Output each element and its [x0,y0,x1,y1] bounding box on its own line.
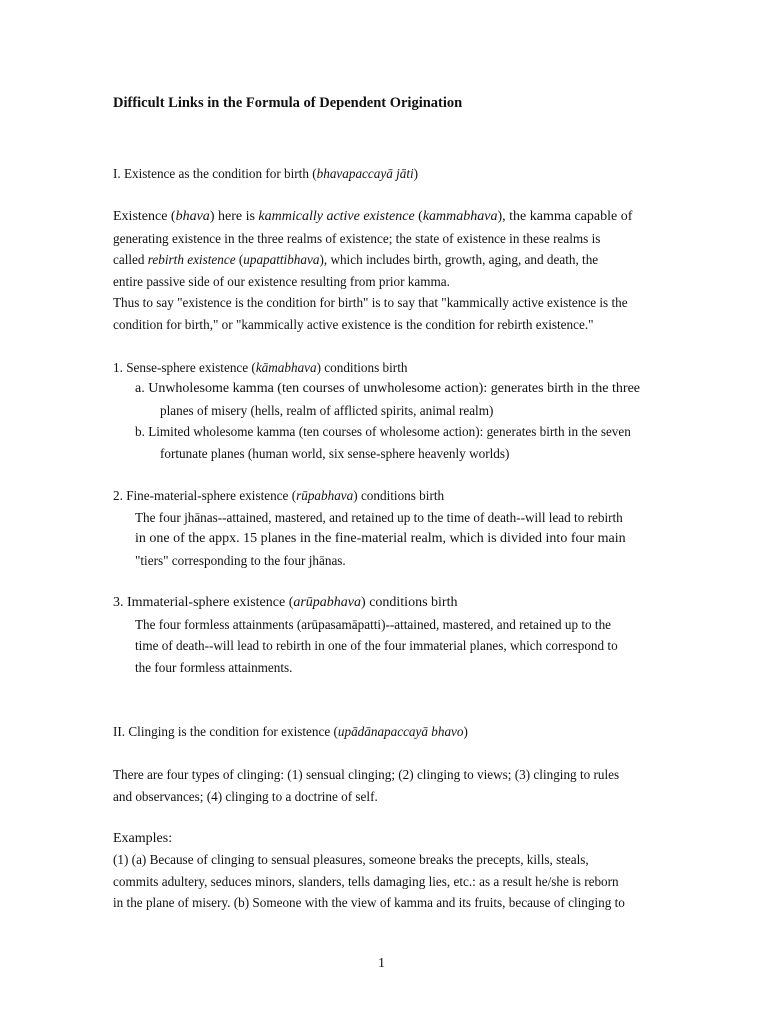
page-number: 1 [378,956,385,971]
section-1-paragraph-line: condition for birth," or "kammically active existence is the condition for rebirth existence." [113,317,594,332]
section-2-heading: II. Clinging is the condition for existence (upādānapaccayā bhavo) [113,724,468,739]
examples-label: Examples: [113,831,173,846]
item-2-line: The four jhānas--attained, mastered, and retained up to the time of death--will lead to rebirth [135,510,623,525]
item-3-line: the four formless attainments. [135,660,293,675]
item-2-heading: 2. Fine-material-sphere existence (rūpabhava) conditions birth [113,488,445,503]
item-3-heading: 3. Immaterial-sphere existence (arūpabhava) conditions birth [113,595,458,610]
item-2-line: in one of the appx. 15 planes in the fine-material realm, which is divided into four main [135,531,626,546]
item-1a-line: planes of misery (hells, realm of afflicted spirits, animal realm) [160,403,494,418]
section-1-paragraph-line: called rebirth existence (upapattibhava), which includes birth, growth, aging, and death, the [113,252,599,267]
section-1-paragraph-line: Existence (bhava) here is kammically active existence (kammabhava), the kamma capable of [113,209,633,224]
item-1a-line: a. Unwholesome kamma (ten courses of unwholesome action): generates birth in the three [135,381,641,396]
section-1-paragraph-line: generating existence in the three realms of existence; the state of existence in these realms is [113,231,601,246]
document-title: Difficult Links in the Formula of Dependent Origination [113,95,463,111]
item-2-line: "tiers" corresponding to the four jhānas. [135,553,346,568]
item-3-line: time of death--will lead to rebirth in one of the four immaterial planes, which correspond to [135,638,618,653]
item-1b-line: fortunate planes (human world, six sense-sphere heavenly worlds) [160,446,510,461]
example-line: commits adultery, seduces minors, slanders, tells damaging lies, etc.: as a result he/she is reborn [113,874,619,889]
section-2-paragraph-line: There are four types of clinging: (1) sensual clinging; (2) clinging to views; (3) clinging to rules [113,767,620,782]
example-line: (1) (a) Because of clinging to sensual pleasures, someone breaks the precepts, kills, steals, [113,852,589,867]
section-1-paragraph-line: Thus to say "existence is the condition for birth" is to say that "kammically active existence is the [113,295,628,310]
example-line: in the plane of misery. (b) Someone with the view of kamma and its fruits, because of clinging to [113,895,625,910]
item-1b-line: b. Limited wholesome kamma (ten courses of wholesome action): generates birth in the seven [135,424,631,439]
section-2-paragraph-line: and observances; (4) clinging to a doctrine of self. [113,789,378,804]
section-1-paragraph-line: entire passive side of our existence resulting from prior kamma. [113,274,450,289]
item-3-line: The four formless attainments (arūpasamāpatti)--attained, mastered, and retained up to the [135,617,612,632]
section-1-heading: I. Existence as the condition for birth (bhavapaccayā jāti) [113,166,419,181]
item-1-heading: 1. Sense-sphere existence (kāmabhava) conditions birth [113,360,408,375]
